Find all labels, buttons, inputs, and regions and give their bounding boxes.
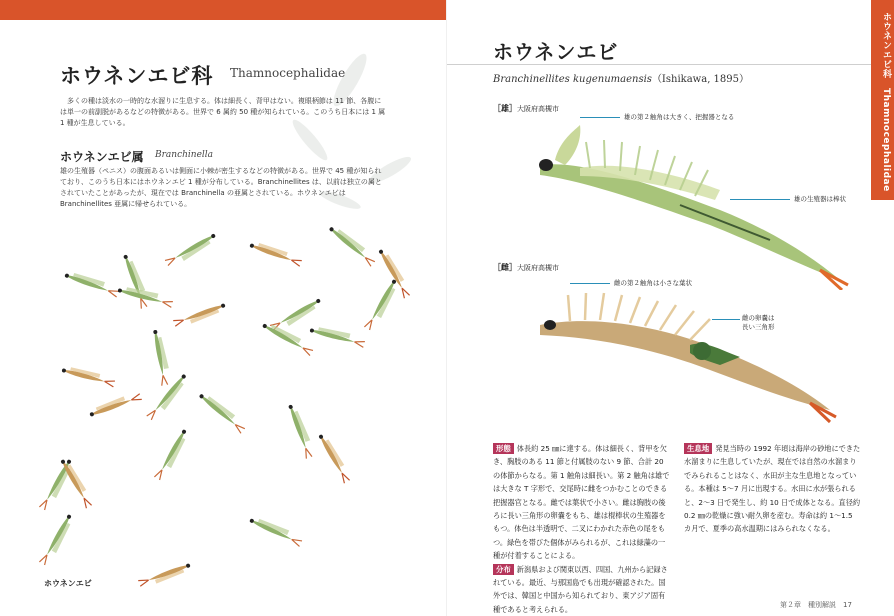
text-distribution: 新潟県および関東以西、四国、九州から記録されている。最近、与那国島でも出現が確認された。国外では、韓国と中国から知られており、東アジア固有種であると考えられる。	[493, 564, 668, 614]
female-eggsac-line-2: 長い三角形	[742, 323, 775, 331]
text-habitat: 発見当時の 1992 年頃は海岸の砂地にできた水溜まりに生息していたが、現在では自然の水溜まりでみられることはなく、水田が主な生息地となっている。本種は 5〜7 月に出現する。水田に水が張られると、2〜3 日で発生し、約 10 日で成体となる。直径約 0.2 ㎜の乾燥に強い耐久卵を産む。寿命は約 1〜1.5 カ月で、夏季の高水温期にはみられなくなる。	[684, 444, 861, 534]
genus-latin-name: Branchinella	[155, 150, 214, 160]
male-shrimp-photo	[520, 120, 850, 290]
title-rule	[447, 64, 871, 65]
female-location: 大阪府高槻市	[517, 264, 559, 272]
species-author: （Ishikawa, 1895）	[651, 74, 750, 85]
body-column-left	[493, 442, 671, 616]
gutter	[446, 0, 447, 616]
female-shrimp-photo	[530, 285, 840, 425]
male-label	[493, 103, 559, 114]
species-title: ホウネンエビ	[493, 40, 619, 64]
male-location: 大阪府高槻市	[517, 105, 559, 113]
male-antenna-annotation: 雄の第２触角は大きく、把握器となる	[624, 113, 735, 121]
female-label	[493, 262, 559, 273]
female-antenna-annotation: 雌の第２触角は小さな葉状	[614, 279, 692, 287]
family-latin-name: Thamnocephalidae	[230, 66, 346, 80]
photo-caption: ホウネンエビ	[44, 579, 92, 588]
family-title: ホウネンエビ科	[60, 64, 214, 88]
family-description: 多くの種は淡水の一時的な水溜りに生息する。体は細長く、背甲はない。複眼柄節は 11 節、各腹には単一の前副脱があるなどの特徴がある。世界で 6 属約 50 種が知られている。このうち日本には 1 属 1 種が生息している。	[60, 97, 386, 127]
male-genital-annotation: 雄の生殖器は棒状	[794, 195, 846, 203]
genus-description: 雄の生殖器（ペニス）の腹面あるいは側面に小棘が密生するなどの特徴がある。世界で 45 種が知られており、このうち日本にはホウネンエビ 1 種が分布している。Branchinellites は、以前は独立の属とされていたことがあったが、現在では Branchinella の亜属とされている。ホウネンエビは Branchinellites 亜属に帰せられている。	[60, 167, 382, 208]
male-antenna-leader	[580, 117, 620, 118]
female-antenna-leader	[570, 283, 610, 284]
female-sex-label: ［雌］	[493, 263, 517, 272]
left-top-color-bar	[0, 0, 447, 20]
species-scientific-name	[493, 70, 749, 85]
female-eggsac-annotation	[742, 314, 775, 332]
female-eggsac-leader	[712, 319, 740, 320]
tag-morphology: 形態	[493, 443, 514, 454]
page-footer: 第２章 種別解説 17	[780, 601, 852, 609]
species-latin-italic: Branchinellites kugenumaensis	[493, 74, 652, 85]
tag-distribution: 分布	[493, 564, 514, 575]
side-tab-label: ホウネンエビ科 Thamnocephalidae	[881, 12, 891, 192]
text-morphology: 体長約 25 ㎜に達する。体は細長く、背甲を欠き、胸肢のある 11 節と付属肢のない 9 節、合計 20 の体節からなる。第 1 触角は細長い。第 2 触角は雄では大きな T 字形で、交尾時に雌をつかむことのできる把握器官となる。雌では葉状で小さい。雌は胸肢の後ろに長い三角形の卵嚢をもち、雄は棍棒状の生殖器をもつ。体色は半透明で、二叉にわかれた赤色の尾をもつ。緑色を帯びた個体がみられるが、これは緑藻の一種が付着することによる。	[493, 444, 670, 561]
genus-title: ホウネンエビ属	[60, 150, 144, 164]
shrimp-swarm-photo	[0, 210, 447, 590]
female-eggsac-line-1: 雌の卵嚢は	[742, 314, 775, 322]
body-column-right	[684, 442, 862, 536]
tag-habitat: 生息地	[684, 443, 712, 454]
male-sex-label: ［雄］	[493, 104, 517, 113]
male-genital-leader	[730, 199, 790, 200]
